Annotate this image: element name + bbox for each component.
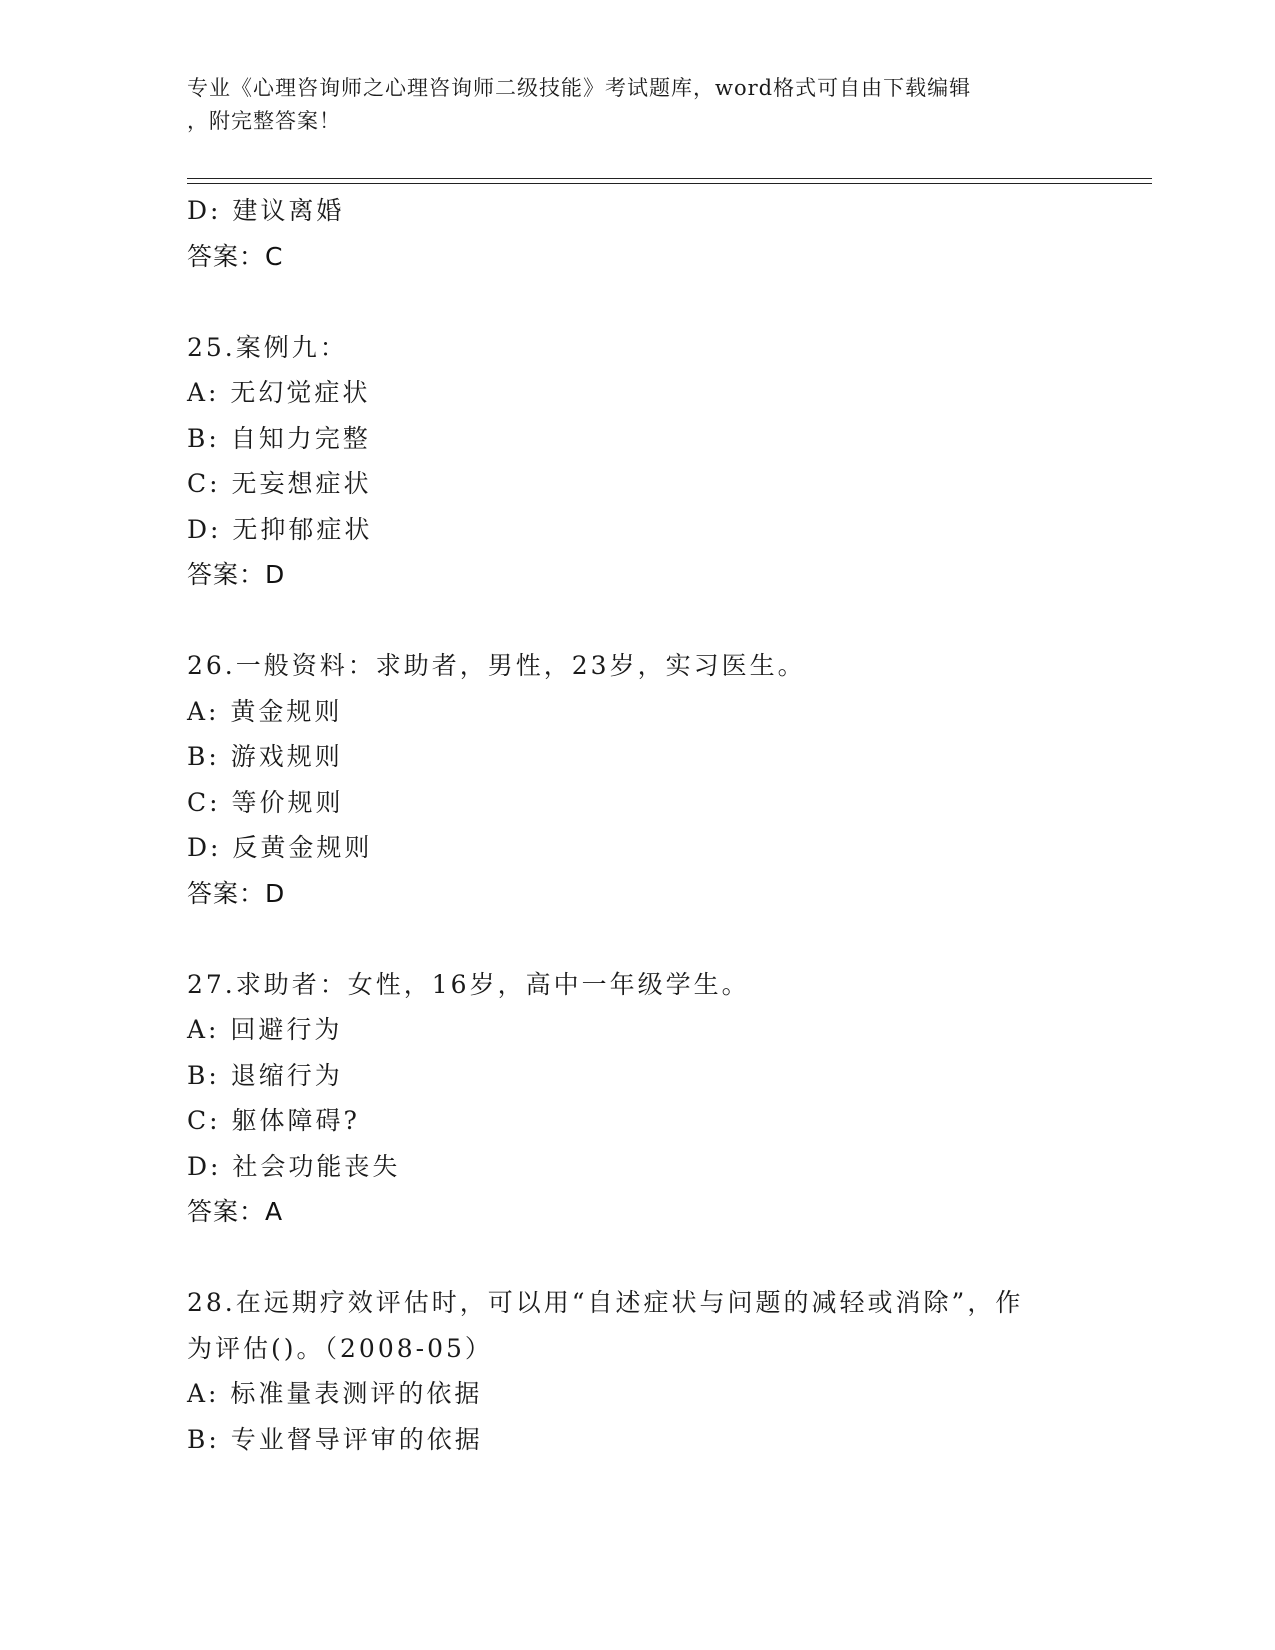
option-d: D: 反黄金规则	[187, 833, 373, 862]
option-a: A: 黄金规则	[187, 696, 343, 726]
question-26	[187, 643, 1087, 916]
header-divider-top	[187, 178, 1152, 179]
option-d: D: 社会功能丧失	[187, 1151, 401, 1181]
answer-line: 答案：D	[187, 878, 286, 908]
question-28	[187, 1280, 1087, 1462]
answer-line: 答案：C	[187, 241, 284, 271]
question-stem-line-1: 28.在远期疗效评估时，可以用“自述症状与问题的减轻或消除”，作	[187, 1288, 1024, 1317]
question-content	[187, 188, 1087, 1462]
header-divider-bottom	[187, 183, 1152, 184]
question-stem: 27.求助者：女性，16岁，高中一年级学生。	[187, 969, 750, 999]
question-27	[187, 962, 1087, 1235]
option-c: C: 无妄想症状	[187, 469, 372, 498]
option-b: B: 游戏规则	[187, 742, 343, 771]
option-a: A: 回避行为	[187, 1015, 343, 1044]
option-b: B: 退缩行为	[187, 1060, 343, 1090]
option-c: C: 躯体障碍?	[187, 1106, 360, 1135]
document-header	[187, 72, 1087, 138]
option-d: D: 无抑郁症状	[187, 514, 373, 544]
option-b: B: 专业督导评审的依据	[187, 1424, 483, 1454]
header-line-1: 专业《心理咨询师之心理咨询师二级技能》考试题库，word格式可自由下载编辑	[187, 76, 972, 100]
option-c: C: 等价规则	[187, 787, 344, 817]
answer-line: 答案：D	[187, 560, 286, 589]
option-d: D: 建议离婚	[187, 196, 345, 225]
question-24-tail	[187, 188, 1087, 279]
question-25	[187, 325, 1087, 598]
option-a: A: 无幻觉症状	[187, 378, 371, 407]
option-b: B: 自知力完整	[187, 423, 371, 453]
header-line-2: ，附完整答案！	[187, 109, 341, 133]
option-a: A: 标准量表测评的依据	[187, 1379, 483, 1408]
question-stem: 26.一般资料：求助者，男性，23岁，实习医生。	[187, 651, 806, 680]
question-stem-line-2: 为评估()。（2008-05）	[187, 1333, 493, 1363]
question-stem: 25.案例九：	[187, 332, 348, 362]
answer-line: 答案：A	[187, 1197, 284, 1226]
